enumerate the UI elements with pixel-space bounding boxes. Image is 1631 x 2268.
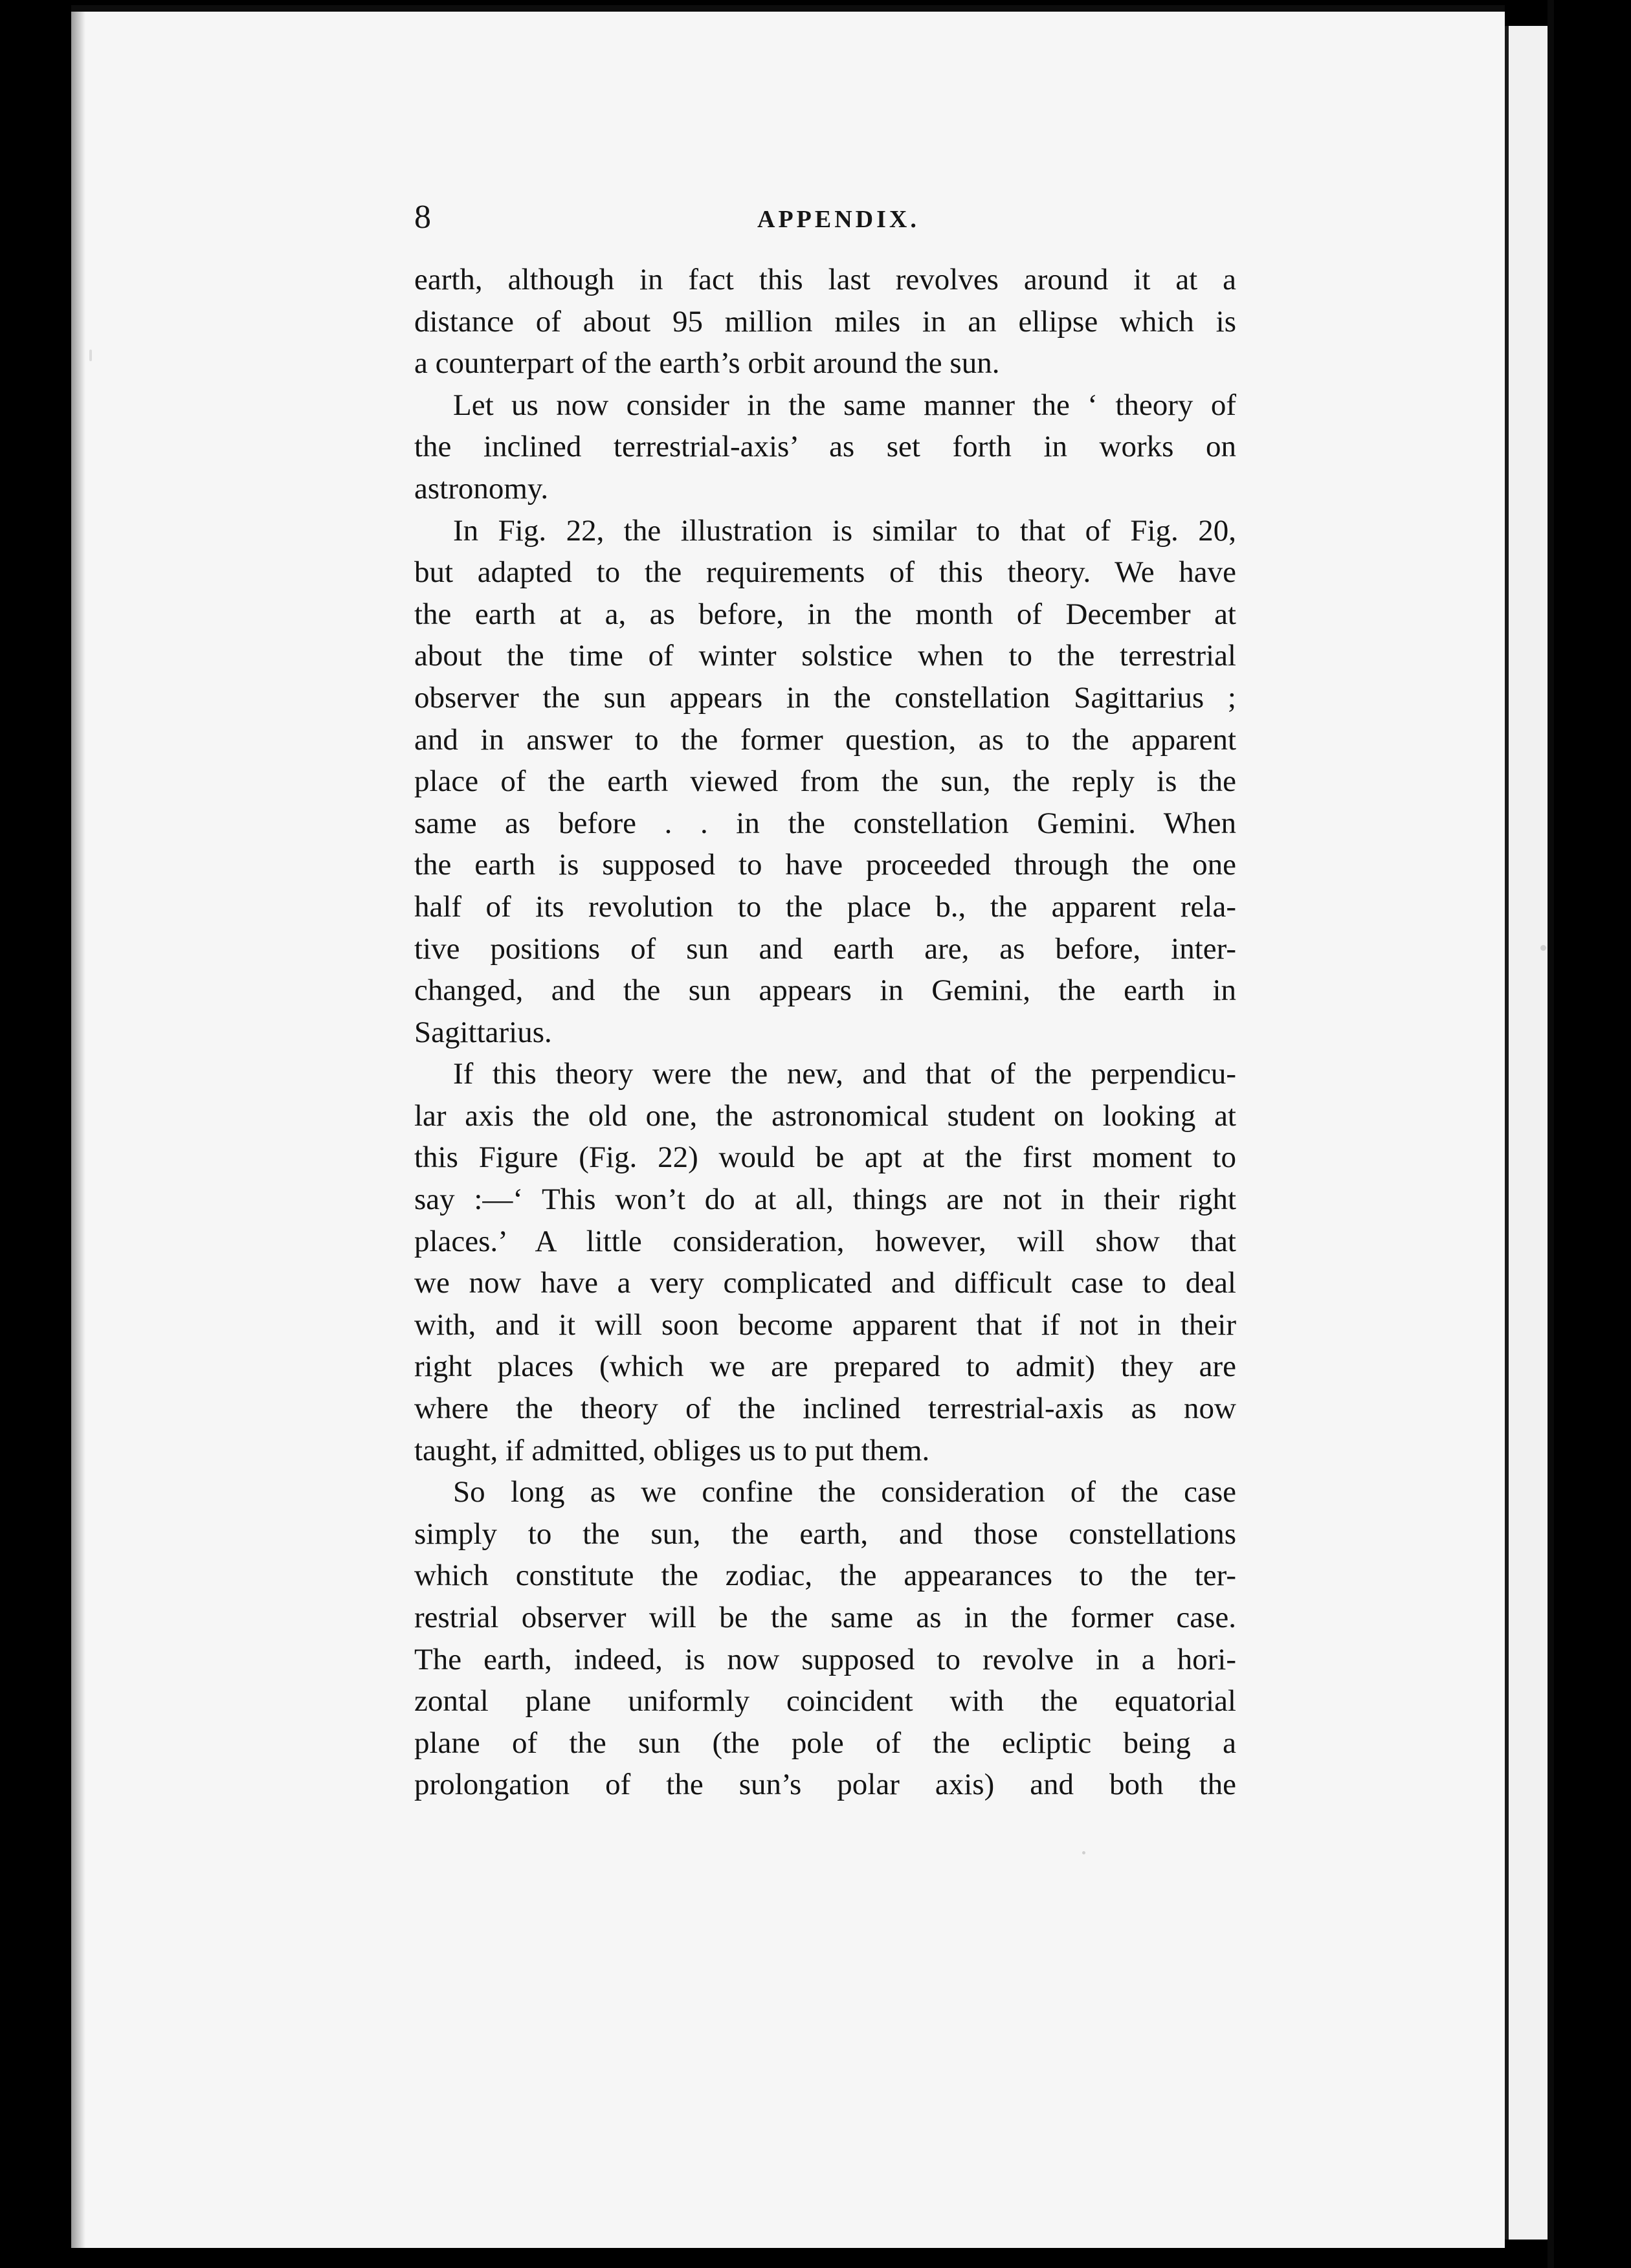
- text-line: same as before . . in the constellation Gemini. When: [414, 806, 1236, 840]
- paper-speck: [1540, 945, 1546, 951]
- text-line: changed, and the sun appears in Gemini, the earth in: [414, 973, 1236, 1008]
- text-line: place of the earth viewed from the sun, the reply is the: [414, 764, 1236, 799]
- paper-speck: [1082, 1851, 1085, 1854]
- text-line: a counterpart of the earth’s orbit around the sun.: [414, 346, 1000, 381]
- adjacent-page-strip: [1509, 26, 1548, 2240]
- text-line: right places (which we are prepared to admit) they are: [414, 1350, 1236, 1384]
- text-line: In Fig. 22, the illustration is similar to that of Fig. 20,: [453, 513, 1236, 548]
- text-line: So long as we confine the consideration of the case: [453, 1475, 1236, 1509]
- paper-speck: [89, 350, 92, 361]
- text-line: lar axis the old one, the astronomical student on looking at: [414, 1098, 1236, 1133]
- body-text: [414, 259, 1236, 1806]
- text-line: tive positions of sun and earth are, as before, inter-: [414, 931, 1236, 966]
- text-line: half of its revolution to the place b., the apparent rela-: [414, 889, 1236, 924]
- text-line: distance of about 95 million miles in an ellipse which is: [414, 304, 1236, 339]
- page-binding-shadow: [71, 12, 85, 2248]
- gutter-border: [1548, 0, 1554, 2268]
- text-line: plane of the sun (the pole of the ecliptic being a: [414, 1726, 1236, 1760]
- text-line: places.’ A little consideration, however, will show that: [414, 1224, 1236, 1258]
- text-line: simply to the sun, the earth, and those constellations: [414, 1517, 1236, 1551]
- running-head: APPENDIX.: [757, 206, 920, 233]
- text-line: Sagittarius.: [414, 1015, 552, 1049]
- page-number: 8: [414, 199, 431, 236]
- text-line: If this theory were the new, and that of the perpendicu-: [453, 1057, 1236, 1091]
- text-line: earth, although in fact this last revolves around it at a: [414, 263, 1236, 296]
- text-line: the earth at a, as before, in the month of December at: [414, 597, 1236, 631]
- text-line: say :—‘ This won’t do at all, things are not in their right: [414, 1183, 1236, 1217]
- text-line: about the time of winter solstice when to the terrestrial: [414, 639, 1236, 673]
- text-line: where the theory of the inclined terrestrial-axis as now: [414, 1392, 1236, 1426]
- text-line: but adapted to the requirements of this theory. We have: [414, 555, 1236, 590]
- text-line: zontal plane uniformly coincident with the equatorial: [414, 1684, 1236, 1718]
- text-line: which constitute the zodiac, the appearances to the ter-: [414, 1559, 1236, 1593]
- text-line: The earth, indeed, is now supposed to revolve in a hori-: [414, 1642, 1236, 1676]
- text-line: taught, if admitted, obliges us to put them.: [414, 1433, 930, 1467]
- text-line: observer the sun appears in the constellation Sagittarius ;: [414, 680, 1236, 715]
- text-line: Let us now consider in the same manner the ‘ theory of: [453, 388, 1236, 422]
- text-line: this Figure (Fig. 22) would be apt at the first moment to: [414, 1140, 1236, 1175]
- text-line: astronomy.: [414, 471, 549, 506]
- text-line: prolongation of the sun’s polar axis) and both the: [414, 1768, 1236, 1802]
- text-line: the earth is supposed to have proceeded through the one: [414, 848, 1236, 882]
- text-line: and in answer to the former question, as to the apparent: [414, 722, 1236, 757]
- top-border: [71, 5, 1505, 12]
- text-line: restrial observer will be the same as in the former case.: [414, 1601, 1236, 1634]
- text-line: we now have a very complicated and difficult case to deal: [414, 1266, 1236, 1300]
- text-line: the inclined terrestrial-axis’ as set forth in works on: [414, 430, 1236, 464]
- text-line: with, and it will soon become apparent that if not in their: [414, 1307, 1236, 1342]
- page-header: [414, 198, 1236, 237]
